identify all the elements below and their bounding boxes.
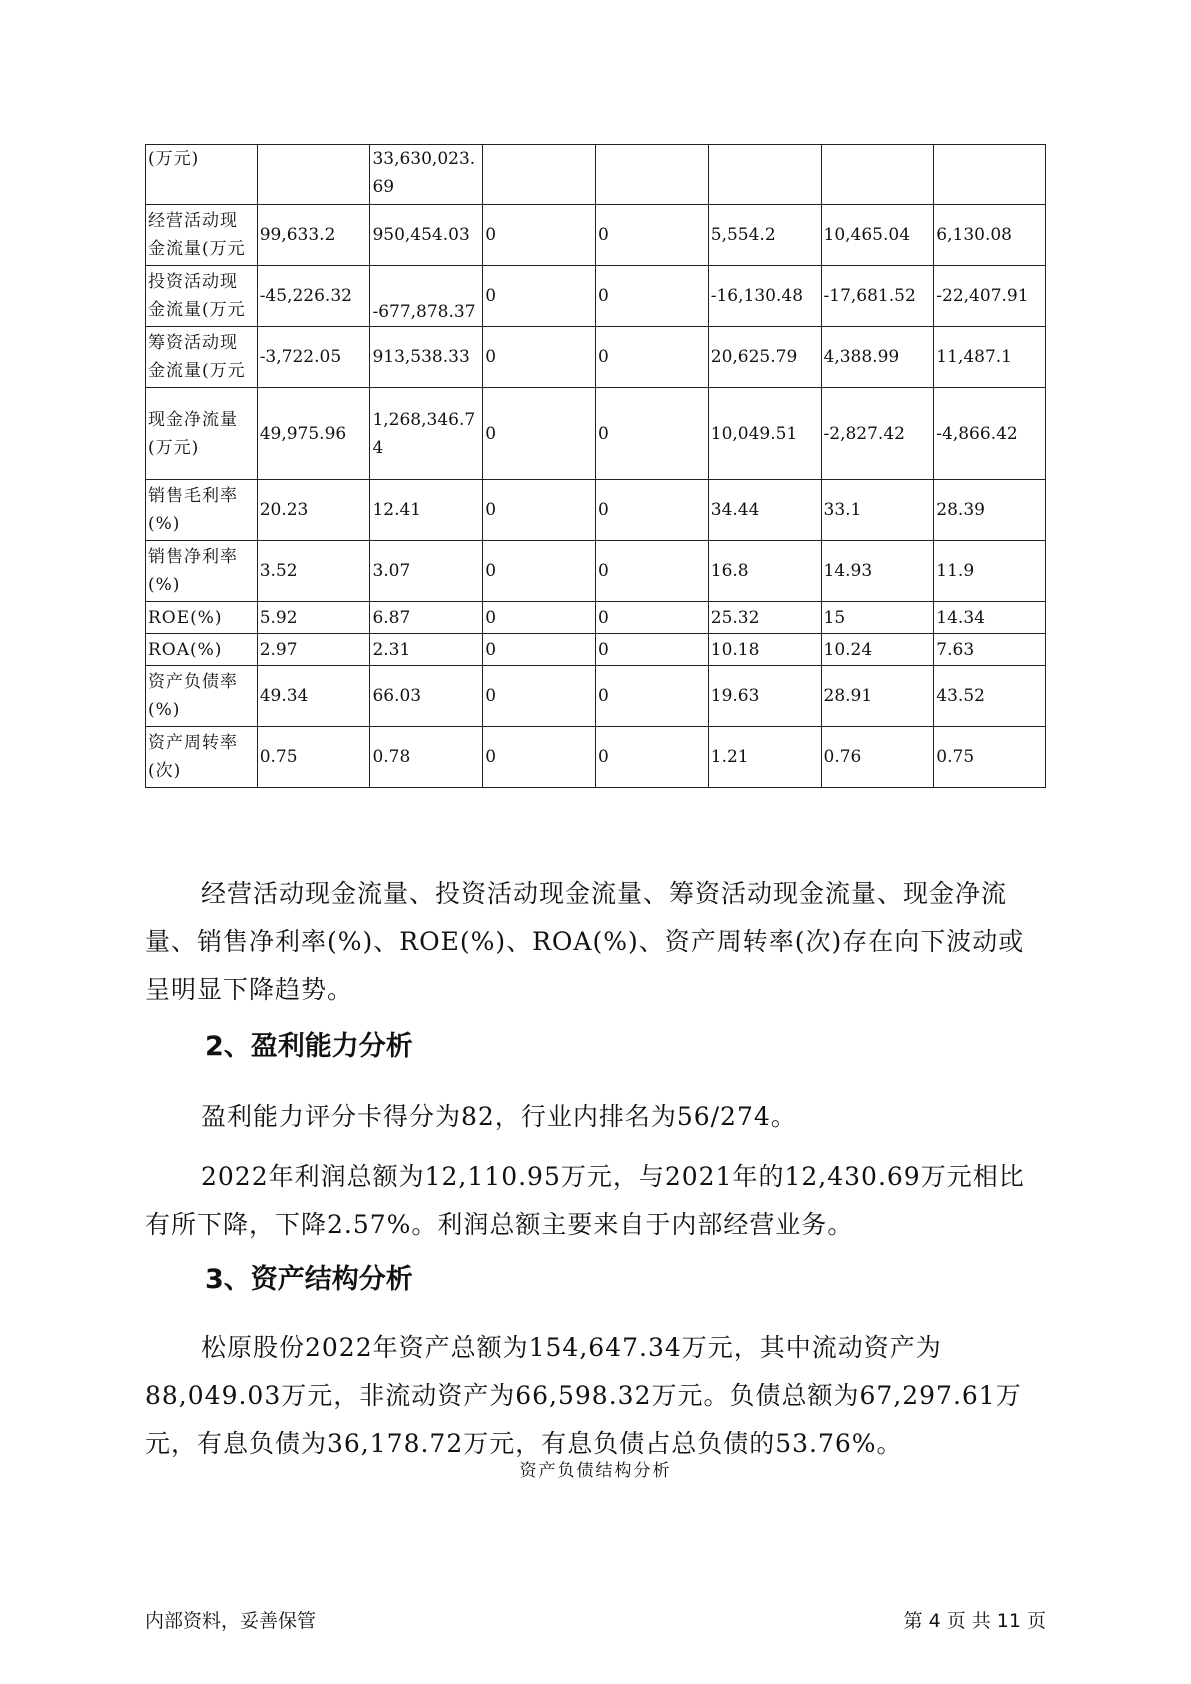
table-cell: 28.39 [934, 480, 1046, 541]
row-label: ROE(%) [146, 602, 258, 634]
table-cell: 6.87 [370, 602, 483, 634]
table-cell: -17,681.52 [821, 266, 934, 327]
table-cell: -3,722.05 [257, 327, 370, 388]
table-cell: 0 [595, 634, 708, 666]
table-row [146, 388, 1046, 480]
table-cell: -45,226.32 [257, 266, 370, 327]
row-label: 资产周转率(次) [146, 727, 258, 788]
table-cell: 20.23 [257, 480, 370, 541]
table-cell: 14.93 [821, 541, 934, 602]
table-cell: 20,625.79 [708, 327, 821, 388]
table-cell [595, 145, 708, 205]
section-heading-profitability: 2、盈利能力分析 [205, 1031, 413, 1062]
table-cell: 16.8 [708, 541, 821, 602]
table-cell: 1,268,346.74 [370, 388, 483, 480]
table-row [146, 541, 1046, 602]
table-cell: -4,866.42 [934, 388, 1046, 480]
table-row [146, 205, 1046, 266]
table-row [146, 602, 1046, 634]
table-row [146, 480, 1046, 541]
table-cell: 0 [483, 541, 596, 602]
table-cell: 913,538.33 [370, 327, 483, 388]
profit-score-paragraph: 盈利能力评分卡得分为82，行业内排名为56/274。 [201, 1102, 797, 1131]
financial-indicators-table [145, 144, 1046, 788]
row-label: 现金净流量(万元) [146, 388, 258, 480]
table-cell: 0 [595, 666, 708, 727]
table-cell: 0.75 [934, 727, 1046, 788]
table-cell: 0 [595, 727, 708, 788]
table-cell: 33.1 [821, 480, 934, 541]
row-label: 经营活动现金流量(万元 [146, 205, 258, 266]
table-cell: 0.76 [821, 727, 934, 788]
table-cell: 10.18 [708, 634, 821, 666]
row-label: 销售净利率(%) [146, 541, 258, 602]
table-cell: 0 [595, 205, 708, 266]
table-cell: 0 [595, 266, 708, 327]
table-row [146, 727, 1046, 788]
table-cell [483, 145, 596, 205]
table-cell: 0 [483, 634, 596, 666]
trend-paragraph: 经营活动现金流量、投资活动现金流量、筹资活动现金流量、现金净流量、销售净利率(%)、ROE(%)、ROA(%)、资产周转率(次)存在向下波动或呈明显下降趋势。 [145, 879, 1025, 1004]
table-cell: 11.9 [934, 541, 1046, 602]
table-cell: 10,465.04 [821, 205, 934, 266]
table-cell: 66.03 [370, 666, 483, 727]
table-cell: 0 [483, 266, 596, 327]
table-cell [708, 145, 821, 205]
table-cell: 0 [595, 602, 708, 634]
table-cell: 0 [483, 480, 596, 541]
table-cell [934, 145, 1046, 205]
table-cell: 0 [595, 480, 708, 541]
table-cell: 2.31 [370, 634, 483, 666]
table-cell: 0 [483, 205, 596, 266]
table-cell: 0 [483, 388, 596, 480]
table-row [146, 634, 1046, 666]
table-cell: 0 [595, 388, 708, 480]
table-cell: 950,454.03 [370, 205, 483, 266]
table-cell: -677,878.37 [370, 266, 483, 327]
section-heading-asset-structure: 3、资产结构分析 [205, 1264, 413, 1295]
table-cell: 12.41 [370, 480, 483, 541]
table-cell: 14.34 [934, 602, 1046, 634]
table-row [146, 266, 1046, 327]
table-row [146, 145, 1046, 205]
table-cell: 10,049.51 [708, 388, 821, 480]
table-cell: 5.92 [257, 602, 370, 634]
row-label: ROA(%) [146, 634, 258, 666]
table-cell: 10.24 [821, 634, 934, 666]
table-cell: 4,388.99 [821, 327, 934, 388]
row-label: 资产负债率(%) [146, 666, 258, 727]
table-cell: 0 [483, 666, 596, 727]
table-cell: 49,975.96 [257, 388, 370, 480]
table-cell: 0 [595, 327, 708, 388]
table-row [146, 327, 1046, 388]
table-cell: 1.21 [708, 727, 821, 788]
table-cell: 0 [483, 602, 596, 634]
row-label: 投资活动现金流量(万元 [146, 266, 258, 327]
table-cell [257, 145, 370, 205]
table-cell: 0.75 [257, 727, 370, 788]
table-cell: 0 [595, 541, 708, 602]
table-cell: 49.34 [257, 666, 370, 727]
page-number: 第 4 页 共 11 页 [903, 1610, 1046, 1632]
table-cell: -22,407.91 [934, 266, 1046, 327]
table-cell: 43.52 [934, 666, 1046, 727]
table-cell: 6,130.08 [934, 205, 1046, 266]
footer-confidential-note: 内部资料，妥善保管 [145, 1610, 317, 1632]
table-cell: 19.63 [708, 666, 821, 727]
table-cell: 99,633.2 [257, 205, 370, 266]
table-cell: 28.91 [821, 666, 934, 727]
table-cell: 15 [821, 602, 934, 634]
table-cell: -2,827.42 [821, 388, 934, 480]
table-cell: 25.32 [708, 602, 821, 634]
table-cell: 0.78 [370, 727, 483, 788]
row-label: 筹资活动现金流量(万元 [146, 327, 258, 388]
table-cell: -16,130.48 [708, 266, 821, 327]
table-cell: 11,487.1 [934, 327, 1046, 388]
figure-caption: 资产负债结构分析 [519, 1461, 672, 1481]
table-cell: 3.52 [257, 541, 370, 602]
profit-total-paragraph: 2022年利润总额为12,110.95万元，与2021年的12,430.69万元相比有所下降，下降2.57%。利润总额主要来自于内部经营业务。 [145, 1162, 1025, 1239]
table-cell: 5,554.2 [708, 205, 821, 266]
table-cell: 34.44 [708, 480, 821, 541]
table-cell: 3.07 [370, 541, 483, 602]
table-cell: 33,630,023.69 [370, 145, 483, 205]
table-cell: 0 [483, 327, 596, 388]
asset-structure-paragraph: 松原股份2022年资产总额为154,647.34万元，其中流动资产为88,049.03万元，非流动资产为66,598.32万元。负债总额为67,297.61万元，有息负债为36,178.72万元，有息负债占总负债的53.76%。 [145, 1333, 1022, 1458]
row-label: (万元) [146, 145, 258, 205]
table-cell: 0 [483, 727, 596, 788]
table-row [146, 666, 1046, 727]
table-cell: 2.97 [257, 634, 370, 666]
table-cell [821, 145, 934, 205]
row-label: 销售毛利率(%) [146, 480, 258, 541]
table-cell: 7.63 [934, 634, 1046, 666]
